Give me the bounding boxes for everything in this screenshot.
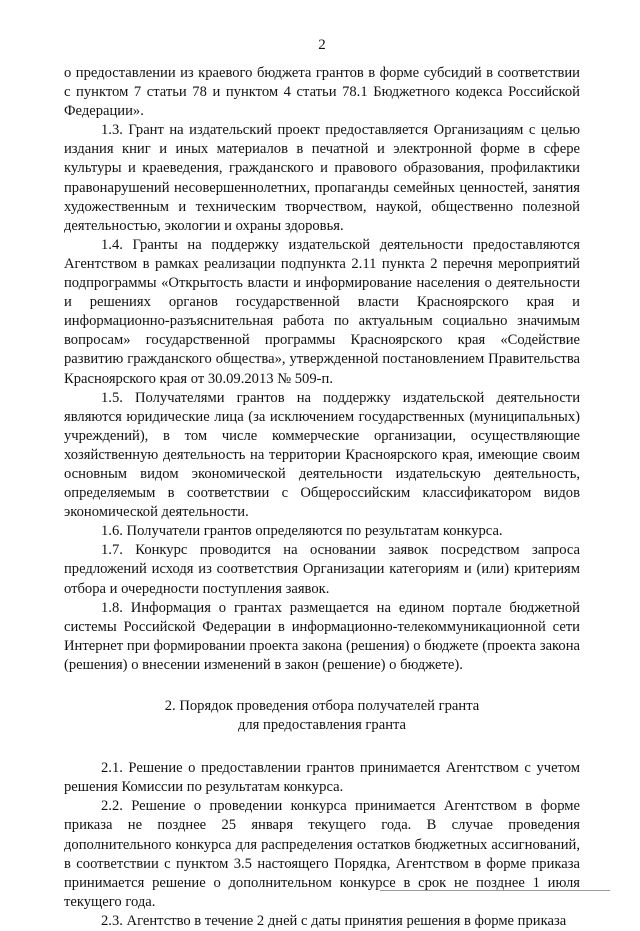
paragraph-1-6: 1.6. Получатели грантов определяются по результатам конкурса. (101, 523, 503, 540)
paragraph-group-section-2 (64, 759, 580, 931)
paragraph-2-1: 2.1. Решение о предоставлении грантов принимается Агентством с учетом решения Комиссии по результатам конкурса. (64, 760, 580, 796)
paragraph-1-7: 1.7. Конкурс проводится на основании заявок посредством запроса предложений исходя из соответствия Организации категориям и (или) критериям отбора и очередности поступления заявок. (64, 542, 580, 597)
paragraph-group-section-1 (64, 64, 580, 675)
paragraph-intro-cont: о предоставлении из краевого бюджета грантов в форме субсидий в соответствии с пунктом 7 статьи 78 и пунктом 4 статьи 78.1 Бюджетного кодекса Российской Федерации». (64, 65, 580, 120)
section-heading-line-2: для предоставления гранта (237, 717, 407, 734)
paragraph-1-4: 1.4. Гранты на поддержку издательской деятельности предоставляются Агентством в рамках реализации подпункта 2.11 пункта 2 перечня мероприятий подпрограммы «Открытость власти и информирование населения о деятельности и решениях органов государственной власти Красноярского края и информационно-разъяснительная работа по актуальным социально значимым вопросам» государственной программы Красноярского края «Содействие развитию гражданского общества», утвержденной постановлением Правительства Красноярского края от 30.09.2013 № 509-п. (64, 236, 580, 387)
section-heading-line-1: 2. Порядок проведения отбора получателей гранта (164, 698, 480, 714)
paragraph-1-3: 1.3. Грант на издательский проект предоставляется Организациям с целью издания книг и иных материалов в печатной и электронной форме в сфере культуры и краеведения, гражданского и правового образования, профилактики правонарушений несовершеннолетних, пропаганды семейных ценностей, занятия художественным и техническим творчеством, наукой, общественно полезной деятельностью, экологии и охраны здоровья. (64, 122, 580, 234)
scan-edge-line (380, 890, 610, 891)
document-page (64, 36, 580, 931)
section-heading (64, 697, 580, 735)
page-number: 2 (318, 37, 326, 53)
paragraph-2-2: 2.2. Решение о проведении конкурса принимается Агентством в форме приказа не позднее 25 января текущего года. В случае проведения дополнительного конкурса для распределения остатков бюджетных ассигнований, в соответствии с пунктом 3.5 настоящего Порядка, Агентством в форме приказа принимается решение о дополнительном конкурсе в срок не позднее 1 июля текущего года. (64, 798, 580, 910)
paragraph-1-8: 1.8. Информация о грантах размещается на едином портале бюджетной системы Российской Федерации в информационно-телекоммуникационной сети Интернет при формировании проекта закона (решения) о бюджете (проекта закона (решения) о внесении изменений в закон (решение) о бюджете). (64, 599, 580, 673)
paragraph-2-3: 2.3. Агентство в течение 2 дней с даты принятия решения в форме приказа (101, 912, 567, 929)
paragraph-1-5: 1.5. Получателями грантов на поддержку издательской деятельности являются юридические лица (за исключением государственных (муниципальных) учреждений), в том числе коммерческие организации, осуществляющие хозяйственную деятельность на территории Красноярского края, имеющие своим основным видом экономической деятельности издательскую деятельность, определяемым в соответствии с Общероссийским классификатором видов экономической деятельности. (64, 389, 580, 521)
